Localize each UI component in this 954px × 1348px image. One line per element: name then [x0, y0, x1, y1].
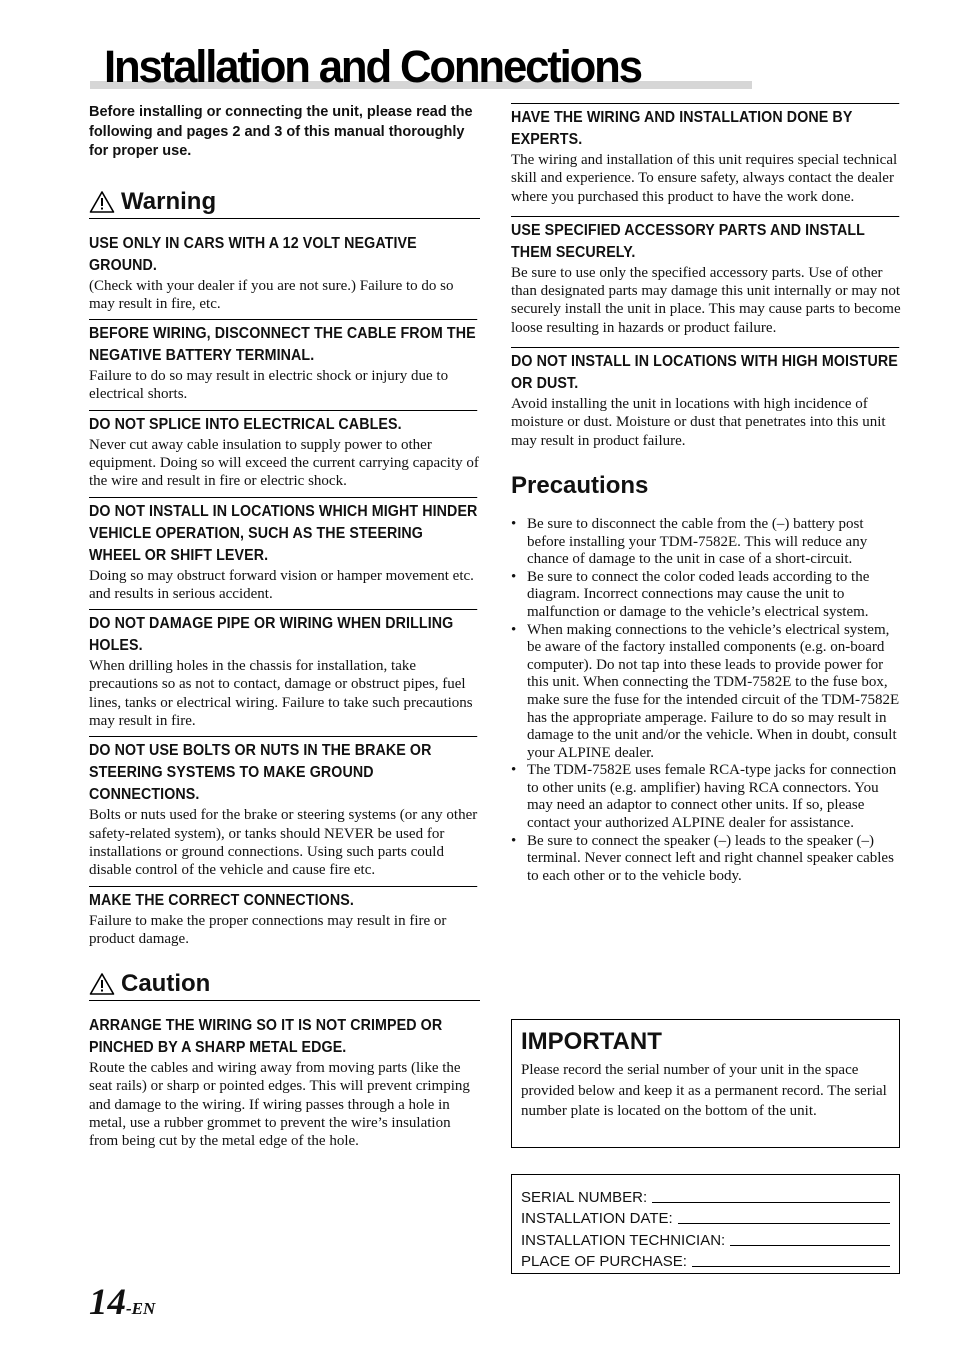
install-item-head: HAVE THE WIRING AND INSTALLATION DONE BY EXPERTS. — [511, 103, 899, 151]
install-item-body: The wiring and installation of this unit requires special technical skill and experience. To ensure safety, always contact the dealer where you purchased this product to have the work done. — [511, 152, 898, 205]
precautions-list — [511, 516, 902, 885]
caution-triangle-icon — [89, 972, 115, 996]
warning-item-body: Doing so may obstruct forward vision or hamper movement etc. and results in serious accident. — [89, 567, 474, 602]
intro-text: Before installing or connecting the unit, please read the following and pages 2 and 3 of this manual thoroughly for proper use. — [89, 104, 473, 159]
important-heading: IMPORTANT — [521, 1028, 662, 1055]
list-item: • Be sure to disconnect the cable from the (–) battery post before installing your TDM-7582E. This will reduce any chance of damage to the unit in case of a short-circuit. — [511, 516, 902, 569]
installation-technician-label: INSTALLATION TECHNICIAN: — [521, 1231, 726, 1249]
caution-heading — [89, 970, 480, 1001]
warning-item-head: DO NOT INSTALL IN LOCATIONS WHICH MIGHT HINDER VEHICLE OPERATION, SUCH AS THE STEERING WHEEL OR SHIFT LEVER. — [89, 497, 477, 567]
install-item — [511, 216, 902, 337]
right-column — [511, 103, 902, 885]
place-of-purchase-row — [521, 1249, 890, 1271]
warning-item — [89, 319, 480, 404]
warning-item-head: DO NOT USE BOLTS OR NUTS IN THE BRAKE OR STEERING SYSTEMS TO MAKE GROUND CONNECTIONS. — [89, 736, 477, 806]
important-text: Please record the serial number of your unit in the space provided below and keep it as a permanent record. The serial number plate is located on the bottom of the unit. — [521, 1062, 887, 1119]
warning-heading — [89, 188, 480, 219]
installation-technician-row — [521, 1227, 890, 1249]
install-item-head: USE SPECIFIED ACCESSORY PARTS AND INSTALL THEM SECURELY. — [511, 216, 899, 264]
warning-triangle-icon — [89, 190, 115, 214]
page-number — [89, 1284, 155, 1321]
warning-item — [89, 410, 480, 491]
warning-item-head: BEFORE WIRING, DISCONNECT THE CABLE FROM THE NEGATIVE BATTERY TERMINAL. — [89, 319, 477, 367]
installation-date-blank-line[interactable] — [678, 1223, 890, 1224]
installation-technician-blank-line[interactable] — [730, 1245, 890, 1246]
list-item: • When making connections to the vehicle’s electrical system, be aware of the factory installed components (e.g. on-board computer). Do not tap into these leads to provide power for this unit. When connecting the TDM-7582E to the fuse box, make sure the fuse for the intended circuit of the TDM-7582E has the appropriate amperage. Failure to do so may result in damage to the unit and/or the vehicle. When in doubt, consult your ALPINE dealer. — [511, 622, 902, 763]
warning-item — [89, 233, 480, 314]
place-of-purchase-blank-line[interactable] — [692, 1266, 890, 1267]
warning-item-body: Bolts or nuts used for the brake or steering systems (or any other safety-related system), or tanks should NEVER be used for installations or ground connections. Using such parts could disable control of the vehicle and cause fire etc. — [89, 807, 478, 879]
warning-item-body: (Check with your dealer if you are not sure.) Failure to do so may result in fire, etc. — [89, 277, 454, 312]
warning-item-body: Failure to do so may result in electric shock or injury due to electrical shorts. — [89, 368, 449, 403]
serial-number-blank-line[interactable] — [652, 1202, 890, 1203]
list-item: • Be sure to connect the color coded leads according to the diagram. Incorrect connections may cause the unit to malfunction or damage to the vehicle’s electrical system. — [511, 569, 902, 622]
warning-item — [89, 736, 480, 879]
install-item — [511, 347, 902, 450]
warning-item-body: Failure to make the proper connections may result in fire or product damage. — [89, 912, 447, 947]
left-column — [89, 103, 480, 1151]
installation-date-label: INSTALLATION DATE: — [521, 1210, 673, 1227]
warning-heading-label: Warning — [121, 187, 217, 215]
serial-record-form — [511, 1174, 900, 1274]
warning-item-body: When drilling holes in the chassis for installation, take precautions so as not to contact, damage or obstruct pipes, fuel lines, tanks or electrical wiring. Failure to take such precautions may result in fire. — [89, 658, 473, 730]
warning-item-head: USE ONLY IN CARS WITH A 12 VOLT NEGATIVE GROUND. — [89, 234, 417, 274]
page-title: Installation and Connections — [104, 41, 641, 92]
page-number-suffix: -EN — [126, 1299, 156, 1318]
warning-item-head: DO NOT SPLICE INTO ELECTRICAL CABLES. — [89, 410, 477, 436]
warning-item — [89, 497, 480, 604]
warning-item — [89, 609, 480, 730]
list-item: • The TDM-7582E uses female RCA-type jacks for connection to other units (e.g. amplifier) having RCA connectors. You may need an adaptor to connect other units. If so, please contact your authorized ALPINE dealer for assistance. — [511, 762, 902, 832]
serial-number-row — [521, 1184, 890, 1206]
caution-item-body: Route the cables and wiring away from moving parts (like the seat rails) or sharp or pointed edges. This will prevent crimping and damage to the wiring. If wiring passes through a hole in metal, use a rubber grommet to prevent the wire’s insulation from being cut by the metal edge of the hole. — [89, 1060, 470, 1150]
caution-item — [89, 1015, 480, 1150]
page-number-value: 14 — [89, 1282, 126, 1323]
important-box — [511, 1019, 900, 1148]
warning-item-body: Never cut away cable insulation to supply power to other equipment. Doing so will exceed the current carrying capacity of the wire and result in fire or electric shock. — [89, 436, 479, 490]
install-item-body: Avoid installing the unit in locations with high incidence of moisture or dust. Moisture or dust that penetrates into this unit may result in product failure. — [511, 396, 886, 449]
warning-item-head: MAKE THE CORRECT CONNECTIONS. — [89, 886, 477, 912]
installation-date-row — [521, 1206, 890, 1228]
install-item-head: DO NOT INSTALL IN LOCATIONS WITH HIGH MOISTURE OR DUST. — [511, 347, 899, 395]
install-item-body: Be sure to use only the specified accessory parts. Use of other than designated parts may damage this unit internally or may not securely install the unit in place. This may cause parts to become loose resulting in hazards or product failure. — [511, 264, 901, 336]
precautions-heading: Precautions — [511, 471, 649, 499]
caution-item-head: ARRANGE THE WIRING SO IT IS NOT CRIMPED OR PINCHED BY A SHARP METAL EDGE. — [89, 1017, 443, 1057]
warning-item — [89, 886, 480, 949]
place-of-purchase-label: PLACE OF PURCHASE: — [521, 1253, 687, 1270]
install-item — [511, 103, 902, 206]
warning-item-head: DO NOT DAMAGE PIPE OR WIRING WHEN DRILLING HOLES. — [89, 609, 477, 657]
list-item: • Be sure to connect the speaker (–) leads to the speaker (–) terminal. Never connect left and right channel speaker cables to each other or to the vehicle body. — [511, 833, 902, 886]
caution-heading-label: Caution — [121, 970, 211, 998]
serial-number-label: SERIAL NUMBER: — [521, 1188, 648, 1206]
